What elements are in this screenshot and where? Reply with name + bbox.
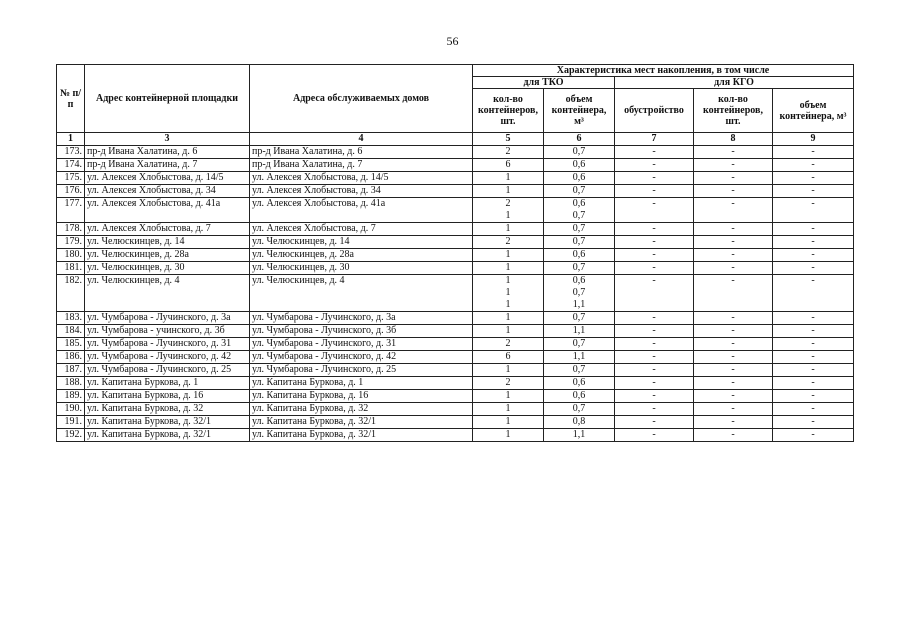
served-houses: ул. Капитана Буркова, д. 32 <box>250 403 473 416</box>
count-value: 1 <box>505 275 511 286</box>
count-value: 1 <box>505 403 511 414</box>
site-address: ул. Капитана Буркова, д. 32/1 <box>85 416 250 429</box>
row-number: 184. <box>57 325 85 338</box>
kgo-setup: - <box>615 312 694 325</box>
kgo-container-volume: - <box>773 390 854 403</box>
row-number: 185. <box>57 338 85 351</box>
kgo-container-count: - <box>694 351 773 364</box>
kgo-setup: - <box>615 223 694 236</box>
count-value: 1 <box>505 364 511 375</box>
row-number: 187. <box>57 364 85 377</box>
tko-container-count <box>473 416 544 429</box>
table-row <box>57 429 854 442</box>
tko-container-count <box>473 249 544 262</box>
kgo-container-volume: - <box>773 236 854 249</box>
kgo-container-count: - <box>694 262 773 275</box>
row-number: 176. <box>57 185 85 198</box>
volume-value: 0,6 <box>572 275 586 286</box>
tko-container-count <box>473 198 544 223</box>
kgo-setup: - <box>615 159 694 172</box>
site-address: ул. Челюскинцев, д. 4 <box>85 275 250 312</box>
tko-container-count <box>473 172 544 185</box>
count-value: 6 <box>505 159 511 170</box>
served-houses: ул. Челюскинцев, д. 28а <box>250 249 473 262</box>
kgo-setup: - <box>615 338 694 351</box>
kgo-setup: - <box>615 403 694 416</box>
row-number: 182. <box>57 275 85 312</box>
kgo-container-volume: - <box>773 223 854 236</box>
kgo-container-volume: - <box>773 185 854 198</box>
kgo-container-volume: - <box>773 172 854 185</box>
site-address: ул. Алексея Хлобыстова, д. 41а <box>85 198 250 223</box>
table-row <box>57 223 854 236</box>
volume-value: 0,7 <box>572 210 586 221</box>
kgo-setup: - <box>615 390 694 403</box>
tko-container-count <box>473 325 544 338</box>
table-row <box>57 364 854 377</box>
served-houses: ул. Капитана Буркова, д. 1 <box>250 377 473 390</box>
count-value: 2 <box>505 198 511 209</box>
table-row <box>57 416 854 429</box>
kgo-container-volume: - <box>773 275 854 312</box>
tko-container-count <box>473 159 544 172</box>
served-houses: ул. Алексея Хлобыстова, д. 7 <box>250 223 473 236</box>
volume-value: 1,1 <box>572 351 586 362</box>
site-address: ул. Алексея Хлобыстова, д. 7 <box>85 223 250 236</box>
row-number: 177. <box>57 198 85 223</box>
row-number: 173. <box>57 146 85 159</box>
site-address: ул. Челюскинцев, д. 30 <box>85 262 250 275</box>
kgo-setup: - <box>615 377 694 390</box>
site-address: ул. Капитана Буркова, д. 32/1 <box>85 429 250 442</box>
kgo-container-volume: - <box>773 338 854 351</box>
table-row <box>57 403 854 416</box>
header-kgo: для КГО <box>615 77 854 89</box>
kgo-container-volume: - <box>773 262 854 275</box>
site-address: ул. Чумбарова - Лучинского, д. 3а <box>85 312 250 325</box>
site-address: ул. Чумбарова - учинского, д. 3б <box>85 325 250 338</box>
kgo-container-volume: - <box>773 364 854 377</box>
served-houses: ул. Алексея Хлобыстова, д. 34 <box>250 185 473 198</box>
count-value: 2 <box>505 338 511 349</box>
kgo-setup: - <box>615 172 694 185</box>
table-row <box>57 249 854 262</box>
table-body <box>57 146 854 442</box>
count-value: 1 <box>505 416 511 427</box>
header-num: № п/п <box>57 65 85 133</box>
volume-value: 0,6 <box>572 159 586 170</box>
kgo-container-volume: - <box>773 146 854 159</box>
site-address: ул. Челюскинцев, д. 28а <box>85 249 250 262</box>
tko-container-count <box>473 185 544 198</box>
column-number-row <box>57 133 854 146</box>
column-number: 7 <box>615 133 694 146</box>
header-tko: для ТКО <box>473 77 615 89</box>
volume-value: 1,1 <box>572 429 586 440</box>
tko-container-volume <box>544 390 615 403</box>
kgo-container-count: - <box>694 338 773 351</box>
column-number: 4 <box>250 133 473 146</box>
served-houses: ул. Алексея Хлобыстова, д. 14/5 <box>250 172 473 185</box>
table-row <box>57 325 854 338</box>
site-address: ул. Алексея Хлобыстова, д. 34 <box>85 185 250 198</box>
kgo-container-count: - <box>694 236 773 249</box>
kgo-container-count: - <box>694 249 773 262</box>
table-row <box>57 146 854 159</box>
kgo-container-volume: - <box>773 159 854 172</box>
count-value: 1 <box>505 262 511 273</box>
volume-value: 0,7 <box>572 338 586 349</box>
tko-container-volume <box>544 377 615 390</box>
tko-container-count <box>473 429 544 442</box>
kgo-container-count: - <box>694 377 773 390</box>
kgo-container-count: - <box>694 146 773 159</box>
count-value: 1 <box>505 223 511 234</box>
kgo-container-count: - <box>694 275 773 312</box>
tko-container-volume <box>544 416 615 429</box>
served-houses: ул. Чумбарова - Лучинского, д. 3б <box>250 325 473 338</box>
row-number: 175. <box>57 172 85 185</box>
tko-container-count <box>473 377 544 390</box>
count-value: 1 <box>505 210 511 221</box>
volume-value: 0,7 <box>572 146 586 157</box>
volume-value: 0,7 <box>572 185 586 196</box>
tko-container-volume <box>544 351 615 364</box>
kgo-container-count: - <box>694 429 773 442</box>
kgo-setup: - <box>615 416 694 429</box>
kgo-container-volume: - <box>773 403 854 416</box>
kgo-container-volume: - <box>773 325 854 338</box>
table-row <box>57 338 854 351</box>
kgo-container-volume: - <box>773 351 854 364</box>
count-value: 2 <box>505 146 511 157</box>
kgo-container-volume: - <box>773 198 854 223</box>
kgo-container-count: - <box>694 159 773 172</box>
row-number: 174. <box>57 159 85 172</box>
row-number: 188. <box>57 377 85 390</box>
table-row <box>57 185 854 198</box>
volume-value: 0,8 <box>572 416 586 427</box>
site-address: ул. Чумбарова - Лучинского, д. 25 <box>85 364 250 377</box>
kgo-setup: - <box>615 262 694 275</box>
kgo-setup: - <box>615 236 694 249</box>
tko-container-count <box>473 223 544 236</box>
kgo-container-volume: - <box>773 377 854 390</box>
volume-value: 0,6 <box>572 198 586 209</box>
header-tko-volume: объем контейнера, м³ <box>544 89 615 133</box>
tko-container-count <box>473 390 544 403</box>
column-number: 8 <box>694 133 773 146</box>
table-row <box>57 236 854 249</box>
tko-container-volume <box>544 338 615 351</box>
served-houses: ул. Алексея Хлобыстова, д. 41а <box>250 198 473 223</box>
row-number: 186. <box>57 351 85 364</box>
served-houses: ул. Капитана Буркова, д. 32/1 <box>250 416 473 429</box>
tko-container-count <box>473 403 544 416</box>
kgo-setup: - <box>615 146 694 159</box>
tko-container-volume <box>544 429 615 442</box>
volume-value: 0,6 <box>572 390 586 401</box>
volume-value: 1,1 <box>572 299 586 310</box>
tko-container-count <box>473 262 544 275</box>
site-address: ул. Чумбарова - Лучинского, д. 31 <box>85 338 250 351</box>
kgo-container-count: - <box>694 364 773 377</box>
tko-container-volume <box>544 249 615 262</box>
kgo-container-count: - <box>694 416 773 429</box>
served-houses: ул. Чумбарова - Лучинского, д. 3а <box>250 312 473 325</box>
column-number: 3 <box>85 133 250 146</box>
count-value: 1 <box>505 249 511 260</box>
kgo-container-count: - <box>694 403 773 416</box>
row-number: 180. <box>57 249 85 262</box>
served-houses: ул. Чумбарова - Лучинского, д. 31 <box>250 338 473 351</box>
volume-value: 0,7 <box>572 223 586 234</box>
kgo-container-count: - <box>694 325 773 338</box>
count-value: 2 <box>505 236 511 247</box>
volume-value: 0,6 <box>572 172 586 183</box>
kgo-container-count: - <box>694 312 773 325</box>
served-houses: ул. Челюскинцев, д. 30 <box>250 262 473 275</box>
header-tko-count: кол-во контейнеров, шт. <box>473 89 544 133</box>
kgo-container-volume: - <box>773 429 854 442</box>
count-value: 2 <box>505 377 511 388</box>
site-address: пр-д Ивана Халатина, д. 7 <box>85 159 250 172</box>
tko-container-volume <box>544 198 615 223</box>
kgo-container-count: - <box>694 198 773 223</box>
page-number: 56 <box>446 34 459 48</box>
table-row <box>57 159 854 172</box>
header-kgo-setup: обустройство <box>615 89 694 133</box>
served-houses: ул. Капитана Буркова, д. 32/1 <box>250 429 473 442</box>
count-value: 1 <box>505 325 511 336</box>
table-row <box>57 262 854 275</box>
kgo-container-count: - <box>694 223 773 236</box>
count-value: 1 <box>505 390 511 401</box>
kgo-container-count: - <box>694 185 773 198</box>
site-address: ул. Капитана Буркова, д. 1 <box>85 377 250 390</box>
kgo-setup: - <box>615 198 694 223</box>
site-address: ул. Капитана Буркова, д. 16 <box>85 390 250 403</box>
served-houses: ул. Капитана Буркова, д. 16 <box>250 390 473 403</box>
tko-container-count <box>473 364 544 377</box>
container-sites-table <box>56 64 854 442</box>
column-number: 5 <box>473 133 544 146</box>
header-address: Адрес контейнерной площадки <box>85 65 250 133</box>
volume-value: 0,6 <box>572 249 586 260</box>
volume-value: 0,7 <box>572 236 586 247</box>
count-value: 1 <box>505 312 511 323</box>
table-row <box>57 275 854 312</box>
tko-container-count <box>473 146 544 159</box>
row-number: 189. <box>57 390 85 403</box>
served-houses: ул. Челюскинцев, д. 4 <box>250 275 473 312</box>
tko-container-count <box>473 275 544 312</box>
kgo-container-volume: - <box>773 249 854 262</box>
kgo-setup: - <box>615 364 694 377</box>
served-houses: ул. Чумбарова - Лучинского, д. 42 <box>250 351 473 364</box>
row-number: 183. <box>57 312 85 325</box>
tko-container-count <box>473 236 544 249</box>
kgo-setup: - <box>615 249 694 262</box>
served-houses: ул. Чумбарова - Лучинского, д. 25 <box>250 364 473 377</box>
site-address: ул. Чумбарова - Лучинского, д. 42 <box>85 351 250 364</box>
tko-container-volume <box>544 312 615 325</box>
row-number: 192. <box>57 429 85 442</box>
served-houses: пр-д Ивана Халатина, д. 7 <box>250 159 473 172</box>
column-number: 1 <box>57 133 85 146</box>
column-number: 6 <box>544 133 615 146</box>
kgo-setup: - <box>615 325 694 338</box>
volume-value: 0,7 <box>572 287 586 298</box>
header-kgo-count: кол-во контейнеров, шт. <box>694 89 773 133</box>
tko-container-volume <box>544 146 615 159</box>
volume-value: 1,1 <box>572 325 586 336</box>
kgo-setup: - <box>615 185 694 198</box>
kgo-container-volume: - <box>773 312 854 325</box>
table-row <box>57 172 854 185</box>
row-number: 181. <box>57 262 85 275</box>
tko-container-count <box>473 351 544 364</box>
count-value: 1 <box>505 287 511 298</box>
header-kgo-volume: объем контейнера, м³ <box>773 89 854 133</box>
row-number: 179. <box>57 236 85 249</box>
tko-container-volume <box>544 185 615 198</box>
count-value: 1 <box>505 185 511 196</box>
table-row <box>57 390 854 403</box>
tko-container-volume <box>544 403 615 416</box>
site-address: ул. Челюскинцев, д. 14 <box>85 236 250 249</box>
row-number: 178. <box>57 223 85 236</box>
kgo-setup: - <box>615 351 694 364</box>
tko-container-volume <box>544 159 615 172</box>
site-address: ул. Алексея Хлобыстова, д. 14/5 <box>85 172 250 185</box>
row-number: 190. <box>57 403 85 416</box>
tko-container-count <box>473 338 544 351</box>
tko-container-volume <box>544 236 615 249</box>
tko-container-volume <box>544 275 615 312</box>
kgo-container-count: - <box>694 390 773 403</box>
kgo-setup: - <box>615 429 694 442</box>
volume-value: 0,7 <box>572 364 586 375</box>
table-row <box>57 377 854 390</box>
table-row <box>57 312 854 325</box>
volume-value: 0,7 <box>572 312 586 323</box>
tko-container-count <box>473 312 544 325</box>
table-row <box>57 351 854 364</box>
tko-container-volume <box>544 223 615 236</box>
table-row <box>57 198 854 223</box>
served-houses: ул. Челюскинцев, д. 14 <box>250 236 473 249</box>
tko-container-volume <box>544 364 615 377</box>
count-value: 1 <box>505 172 511 183</box>
volume-value: 0,6 <box>572 377 586 388</box>
header-houses: Адреса обслуживаемых домов <box>250 65 473 133</box>
count-value: 6 <box>505 351 511 362</box>
tko-container-volume <box>544 325 615 338</box>
site-address: пр-д Ивана Халатина, д. 6 <box>85 146 250 159</box>
volume-value: 0,7 <box>572 262 586 273</box>
volume-value: 0,7 <box>572 403 586 414</box>
kgo-setup: - <box>615 275 694 312</box>
row-number: 191. <box>57 416 85 429</box>
column-number: 9 <box>773 133 854 146</box>
tko-container-volume <box>544 172 615 185</box>
count-value: 1 <box>505 299 511 310</box>
tko-container-volume <box>544 262 615 275</box>
site-address: ул. Капитана Буркова, д. 32 <box>85 403 250 416</box>
kgo-container-volume: - <box>773 416 854 429</box>
header-characteristics: Характеристика мест накопления, в том числе <box>473 65 854 77</box>
kgo-container-count: - <box>694 172 773 185</box>
served-houses: пр-д Ивана Халатина, д. 6 <box>250 146 473 159</box>
count-value: 1 <box>505 429 511 440</box>
